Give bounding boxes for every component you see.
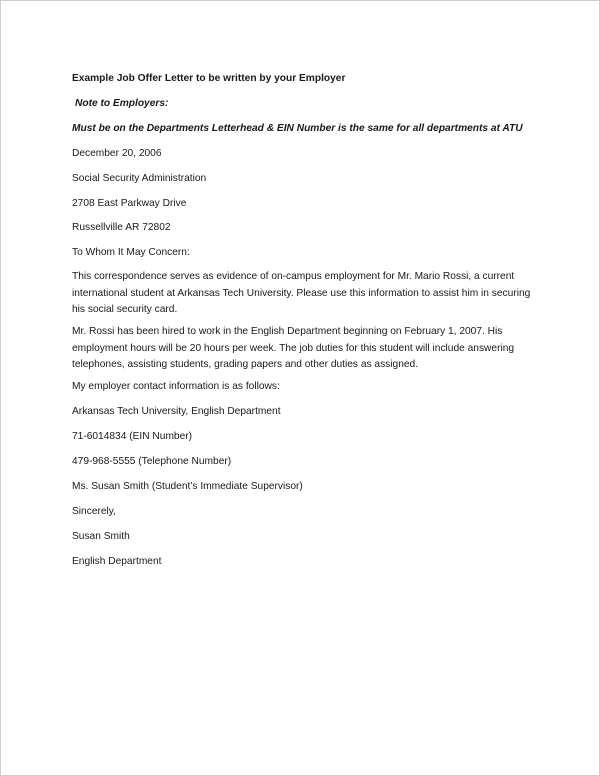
letter-heading: Example Job Offer Letter to be written by your Employer	[72, 73, 346, 84]
contact-organization: Arkansas Tech University, English Department	[72, 406, 281, 417]
paragraph-2	[72, 324, 514, 374]
recipient-street: 2708 East Parkway Drive	[72, 198, 187, 209]
contact-intro: My employer contact information is as follows:	[72, 381, 280, 392]
note-text: Must be on the Departments Letterhead & EIN Number is the same for all departments at ATU	[72, 123, 523, 134]
recipient-city: Russellville AR 72802	[72, 222, 171, 233]
paragraph-1-line: This correspondence serves as evidence of on-campus employment for Mr. Mario Rossi, a current	[72, 271, 515, 282]
contact-supervisor: Ms. Susan Smith (Student’s Immediate Supervisor)	[72, 481, 303, 492]
paragraph-1-line: his social security card.	[72, 304, 178, 315]
recipient-name: Social Security Administration	[72, 173, 207, 184]
paragraph-2-line: employment hours will be 20 hours per week. The job duties for this student will include answering	[72, 342, 515, 354]
paragraph-2-line: Mr. Rossi has been hired to work in the English Department beginning on February 1, 2007. His	[72, 326, 503, 337]
signer-name: Susan Smith	[72, 531, 130, 542]
paragraph-1	[72, 269, 530, 319]
paragraph-2-line: telephones, assisting students, grading papers and other duties as assigned.	[72, 359, 419, 370]
contact-phone: 479-968-5555 (Telephone Number)	[72, 456, 232, 467]
paragraph-1-line: international student at Arkansas Tech University. Please use this information to assist him in securing	[72, 287, 531, 299]
closing: Sincerely,	[72, 506, 116, 517]
contact-ein: 71-6014834 (EIN Number)	[72, 431, 193, 442]
note-heading: Note to Employers:	[75, 98, 169, 109]
letter-date: December 20, 2006	[72, 148, 162, 159]
signer-department: English Department	[72, 556, 162, 567]
salutation: To Whom It May Concern:	[72, 247, 190, 258]
